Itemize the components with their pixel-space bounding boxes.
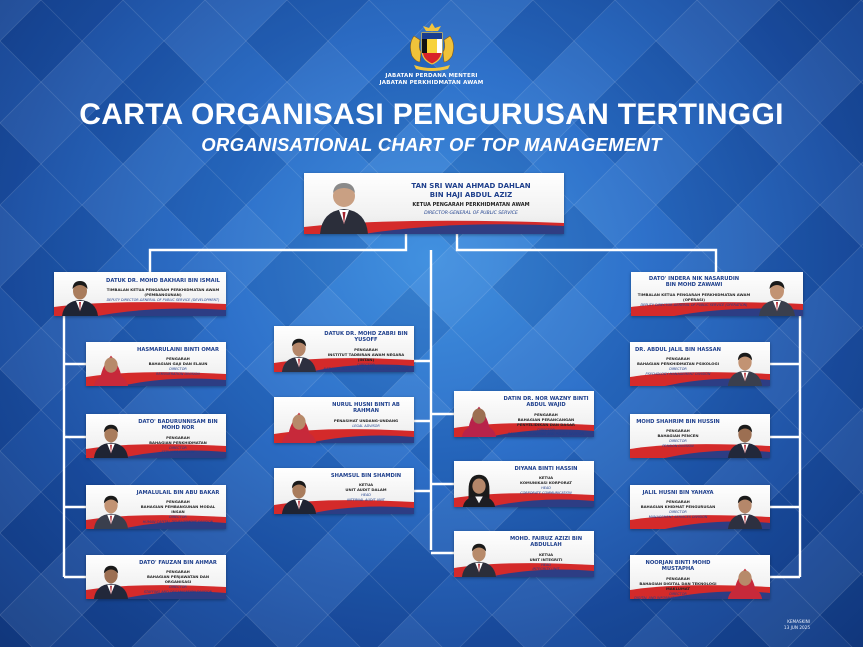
card-text	[134, 419, 222, 455]
person-card-deputy-operation	[631, 272, 803, 316]
person-name-line2: BIN HAJI ABDUL AZIZ	[429, 190, 513, 199]
portrait-photo	[280, 334, 318, 372]
person-name: DATUK DR. MOHD BAKHARI BIN ISMAIL	[106, 278, 220, 284]
update-label: KEMASKINI	[787, 619, 810, 624]
person-name: MOHD. FAIRUZ AZIZI BIN ABDULLAH	[509, 536, 583, 549]
card-text	[104, 278, 222, 303]
position-english: LEGAL ADVISOR	[352, 423, 380, 428]
position-english: DIRECTOR PSYCHOLOGY MANAGEMENT DIVISION	[645, 367, 711, 376]
position-english: DIRECTOR HUMAN CAPITAL DEVELOPMENT DIVISION	[142, 515, 214, 524]
person-name: DR. ABDUL JALIL BIN HASSAN	[634, 347, 722, 353]
card-text	[134, 490, 222, 524]
position-english: DIRECTOR SERVICES DIVISION	[161, 445, 195, 455]
position-malay: PENGARAH INSTITUT TADBIRAN AWAM NEGARA (INTAN)	[327, 346, 405, 362]
portrait-photo	[460, 469, 498, 507]
chart-subtitle: ORGANISATIONAL CHART OF TOP MANAGEMENT	[201, 134, 662, 155]
person-name: DATUK DR. MOHD ZABRI BIN YUSOFF	[324, 331, 408, 344]
person-name: DIYANA BINTI HASSIN	[514, 466, 578, 472]
person-card	[630, 414, 770, 458]
person-name-line2: BIN MOHD ZAWAWI	[665, 282, 723, 289]
position-malay: PENGARAH BAHAGIAN GAJI DAN ELAUN	[148, 356, 208, 367]
card-text	[134, 560, 222, 594]
person-card	[630, 342, 770, 386]
card-text	[634, 560, 722, 599]
card-text	[322, 402, 410, 428]
person-card	[630, 485, 770, 529]
portrait-photo	[726, 561, 764, 599]
position-english: DIRECTOR PENSION DIVISION	[662, 439, 694, 448]
portrait-photo	[280, 476, 318, 514]
portrait-photo	[92, 561, 130, 599]
position-english: DIRECTOR NATIONAL INSTITUTE OF PUBLIC ADMINISTRATION	[323, 362, 409, 372]
position-malay: KETUA UNIT AUDIT DALAM	[345, 482, 387, 493]
person-card	[86, 485, 226, 529]
person-name: DATO' FAUZAN BIN AHMAR	[139, 560, 217, 566]
position-malay: PENASIHAT UNDANG-UNDANG	[333, 417, 399, 423]
department-line-2: JABATAN PERKHIDMATAN AWAM	[379, 80, 484, 86]
update-stamp	[738, 619, 810, 631]
position-malay: PENGARAH BAHAGIAN PEMBANGUNAN MODAL INSAN	[140, 499, 216, 515]
portrait-photo	[92, 420, 130, 458]
portrait-photo	[318, 179, 370, 234]
portrait-photo	[726, 420, 764, 458]
person-card	[86, 414, 226, 458]
person-name: DATO' INDERA NIK NASARUDIN	[648, 276, 740, 282]
card-text	[322, 331, 410, 372]
person-card	[454, 531, 594, 577]
person-card	[454, 391, 594, 437]
card-text	[134, 347, 222, 376]
person-name: NOORJAN BINTI MOHD MUSTAPHA	[645, 560, 711, 573]
position-malay: TIMBALAN KETUA PENGARAH PERKHIDMATAN AWAM (PEMBANGUNAN)	[106, 287, 220, 298]
position-malay: KETUA PENGARAH PERKHIDMATAN AWAM	[412, 202, 530, 208]
card-text	[634, 419, 722, 448]
person-card	[86, 342, 226, 386]
person-name: MOHD SHAHRIM BIN HUSSIN	[636, 419, 720, 425]
person-card-deputy-development	[54, 272, 226, 316]
person-card	[454, 461, 594, 507]
position-english: DIRECTOR DIGITAL AND INFORMATION TECHNOLOGY DIVISION	[634, 591, 722, 599]
position-malay: PENGARAH BAHAGIAN KHIDMAT PENGURUSAN	[640, 499, 716, 510]
position-english: DIRECTOR REMUNERATION DIVISION	[156, 367, 200, 376]
position-malay: PENGARAH BAHAGIAN DIGITAL DAN TEKNOLOGI MAKLUMAT	[639, 575, 717, 591]
position-malay: PENGARAH BAHAGIAN PERKHIDMATAN	[149, 434, 207, 445]
portrait-photo	[726, 348, 764, 386]
chart-title: CARTA ORGANISASI PENGURUSAN TERTINGGI	[79, 98, 784, 131]
card-text	[502, 536, 590, 572]
department-line-1: JABATAN PERDANA MENTERI	[385, 73, 478, 79]
portrait-photo	[92, 491, 130, 529]
portrait-photo	[60, 276, 100, 316]
position-malay: KETUA UNIT INTEGRITI	[529, 551, 563, 562]
update-date: 13 JUN 2025	[783, 625, 810, 630]
position-malay: KETUA KOMUNIKASI KORPORAT	[520, 475, 572, 486]
position-english: HEAD INTEGRITY UNIT	[532, 562, 560, 572]
person-name: JAMALULAIL BIN ABU BAKAR	[136, 490, 220, 496]
portrait-photo	[280, 405, 318, 443]
portrait-photo	[460, 539, 498, 577]
card-text	[502, 466, 590, 495]
person-card	[630, 555, 770, 599]
card-text	[634, 490, 722, 519]
person-card-director-general	[304, 173, 564, 234]
position-malay: TIMBALAN KETUA PENGARAH PERKHIDMATAN AWAM (OPERASI)	[637, 291, 751, 302]
card-text	[634, 347, 722, 376]
person-card	[86, 555, 226, 599]
person-card	[274, 468, 414, 514]
card-text	[322, 473, 410, 502]
person-name: HASMARULAINI BINTI OMAR	[137, 347, 219, 353]
card-text	[635, 276, 753, 307]
position-malay: PENGARAH BAHAGIAN PERKHIDMATAN PSIKOLOGI	[636, 356, 720, 367]
person-card	[274, 326, 414, 372]
portrait-photo	[726, 491, 764, 529]
position-malay: PENGARAH BAHAGIAN PERANCANGAN PENYELIDIKAN DAN DASAR	[517, 411, 575, 427]
position-malay: PENGARAH BAHAGIAN PENCEN	[657, 428, 699, 439]
person-name: NURUL HUSNI BINTI AB RAHMAN	[332, 402, 400, 415]
position-malay: PENGARAH BAHAGIAN PERJAWATAN DAN ORGANISASI	[146, 569, 210, 585]
person-name-line1: TAN SRI WAN AHMAD DAHLAN	[411, 182, 531, 190]
position-english: DEPUTY DIRECTOR-GENERAL OF PUBLIC SERVICE (OPERATION)	[640, 302, 748, 307]
portrait-photo	[460, 399, 498, 437]
person-card	[274, 397, 414, 443]
position-english: DIRECTOR RESEARCH, PLANNING AND POLICY DIVISION	[507, 427, 585, 437]
person-name: DATIN DR. NOR WAZNY BINTI ABDUL WAJID	[503, 396, 589, 409]
person-name: SHAMSUL BIN SHAMDIN	[330, 473, 402, 479]
portrait-photo	[92, 348, 130, 386]
card-text	[502, 396, 590, 437]
position-english: HEAD INTERNAL AUDIT UNIT	[347, 493, 385, 502]
position-english: DIRECTOR MANAGEMENT SERVICES DIVISION	[648, 510, 708, 519]
person-name: JALIL HUSNI BIN YAHAYA	[642, 490, 714, 496]
position-english: HEAD CORPORATE COMMUNICATION	[520, 486, 572, 495]
position-english: DEPUTY DIRECTOR-GENERAL OF PUBLIC SERVICE (DEVELOPMENT)	[106, 298, 220, 303]
position-english: DIRECTOR-GENERAL OF PUBLIC SERVICE	[424, 211, 518, 216]
portrait-photo	[757, 276, 797, 316]
person-name: DATO' BADURUNNISAM BIN MOHD NOR	[138, 419, 218, 432]
card-text	[382, 182, 560, 217]
position-english: DIRECTOR STAFFING AND ORGANISATION DIVISION	[143, 585, 213, 594]
